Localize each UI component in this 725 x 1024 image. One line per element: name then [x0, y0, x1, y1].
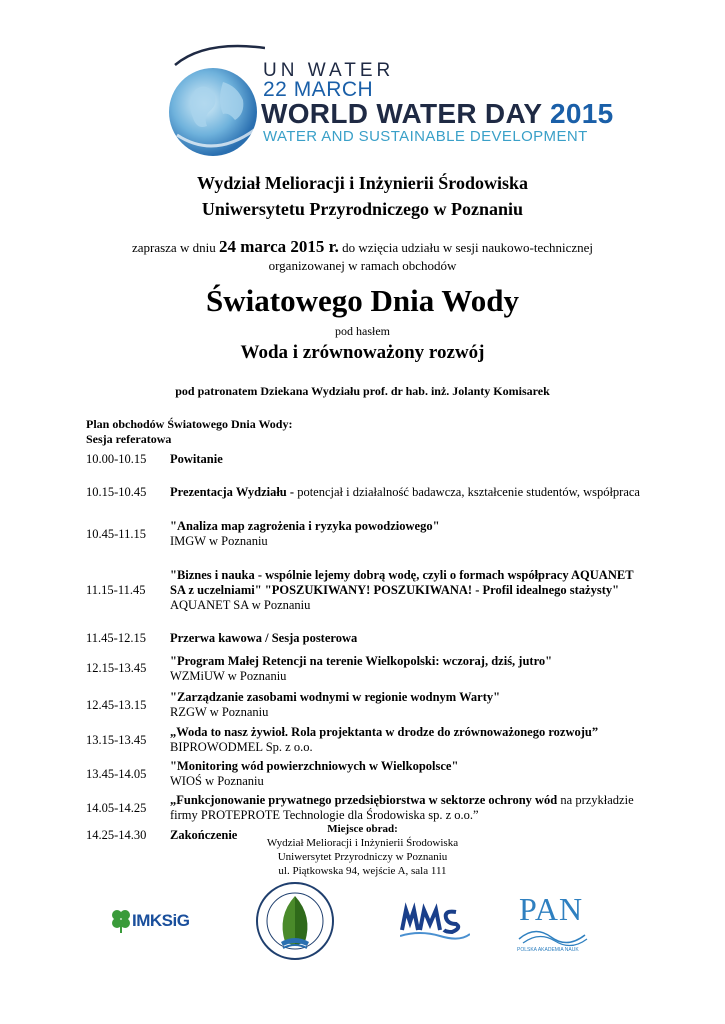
- agenda-title: "Analiza map zagrożenia i ryzyka powodziowego": [170, 519, 440, 533]
- organizer-line2: Uniwersytetu Przyrodniczego w Poznaniu: [201, 199, 524, 219]
- agenda-desc: [166, 723, 644, 757]
- agenda-detail: potencjał i działalność badawcza, kształcenie studentów, współpraca: [294, 484, 640, 499]
- kms-logo-icon: [400, 900, 470, 940]
- table-row: [84, 687, 644, 723]
- invite-suffix: do wzięcia udziału w sesji naukowo-technicznej: [342, 240, 594, 255]
- un-water-text: UN WATER: [263, 60, 395, 81]
- globe-icon: [165, 40, 265, 170]
- agenda-table: [84, 449, 644, 845]
- world-water-day-logo: [165, 40, 614, 170]
- imksig-text: IMKSiG: [132, 911, 190, 930]
- agenda-time: 11.15-11.45: [86, 582, 146, 597]
- agenda-time: 14.05-14.25: [86, 800, 147, 815]
- agenda-desc: [166, 687, 644, 723]
- organizer: [0, 170, 725, 222]
- motto: Woda i zrównoważony rozwój: [240, 342, 485, 363]
- theme-text: WATER AND SUSTAINABLE DEVELOPMENT: [263, 128, 588, 145]
- wwd-year: 2015: [549, 98, 614, 129]
- imksig-logo: [110, 905, 200, 937]
- agenda-desc: [166, 650, 644, 687]
- agenda-time: 12.15-13.45: [86, 661, 147, 675]
- agenda-desc: [166, 470, 644, 514]
- plan-subtitle: Sesja referatowa: [86, 432, 172, 446]
- organizer-line1: Wydział Melioracji i Inżynierii Środowiska: [197, 173, 528, 193]
- agenda-title: "Zarządzanie zasobami wodnymi w regionie wodnym Warty": [170, 690, 501, 704]
- table-row: [84, 723, 644, 757]
- agenda-time: 10.45-11.15: [86, 526, 146, 541]
- agenda-time: 12.45-13.15: [86, 697, 147, 712]
- page-title: Światowego Dnia Wody: [206, 283, 519, 318]
- agenda-speaker: AQUANET SA w Poznaniu: [170, 597, 311, 612]
- table-row: [84, 514, 644, 554]
- agenda-desc: [166, 791, 644, 825]
- agenda-desc: [166, 626, 644, 650]
- venue-label: Miejsce obrad:: [327, 823, 398, 835]
- date-text: 22 MARCH: [263, 78, 374, 101]
- agenda-speaker: WIOŚ w Poznaniu: [170, 774, 264, 788]
- venue-line2: Uniwersytet Przyrodniczy w Poznaniu: [277, 851, 448, 863]
- agenda-speaker: BIPROWODMEL Sp. z o.o.: [170, 740, 313, 754]
- agenda-title: „Funkcjonowanie prywatnego przedsiębiorstwa w sektorze ochrony wód: [170, 793, 558, 807]
- table-row: [84, 791, 644, 825]
- agenda-time: 13.15-13.45: [86, 732, 147, 747]
- venue: [0, 822, 725, 878]
- table-row: [84, 626, 644, 650]
- table-row: [84, 470, 644, 514]
- event-date: 24 marca 2015 r.: [218, 237, 339, 256]
- table-row: [84, 554, 644, 626]
- agenda-time: 14.25-14.30: [86, 827, 147, 842]
- agenda-title: "Monitoring wód powierzchniowych w Wielkopolsce": [170, 759, 459, 773]
- motto-label: pod hasłem: [335, 324, 390, 338]
- agenda-time: 13.45-14.05: [86, 766, 147, 781]
- agenda-desc: [166, 514, 644, 554]
- agenda-desc: [166, 757, 644, 791]
- agenda-time: 11.45-12.15: [86, 630, 146, 645]
- agenda-speaker: WZMiUW w Poznaniu: [170, 668, 287, 683]
- pan-logo: [515, 893, 590, 955]
- faculty-seal-icon: [255, 880, 335, 962]
- agenda-desc: [166, 554, 644, 626]
- venue-line1: Wydział Melioracji i Inżynierii Środowiska: [266, 837, 459, 849]
- agenda-title: Zakończenie: [170, 827, 238, 842]
- agenda-detail: na przykładzie firmy PROTEPROTE Technologie dla Środowiska sp. z o.o.”: [170, 793, 634, 822]
- clover-icon: [110, 908, 132, 934]
- agenda-title: "Program Małej Retencji na terenie Wielkopolski: wczoraj, dziś, jutro": [170, 653, 553, 668]
- table-row: [84, 449, 644, 470]
- invite-prefix: zaprasza w dniu: [131, 240, 216, 255]
- invitation-text: [0, 238, 725, 275]
- table-row: [84, 650, 644, 687]
- agenda-speaker: IMGW w Poznaniu: [170, 534, 268, 548]
- agenda-title: Prezentacja Wydziału -: [170, 484, 295, 499]
- plan-heading: [86, 417, 292, 447]
- agenda-title: Przerwa kawowa / Sesja posterowa: [170, 630, 358, 645]
- agenda-title: Powitanie: [170, 452, 223, 466]
- patronage: pod patronatem Dziekana Wydziału prof. dr hab. inż. Jolanty Komisarek: [175, 384, 550, 398]
- agenda-desc: [166, 449, 644, 470]
- agenda-title: "Biznes i nauka - wspólnie lejemy dobrą wodę, czyli o formach współpracy AQUANET SA z uczelniami" "POSZUKIWANY! POSZUKIWANA! - Profil idealnego stażysty": [170, 567, 634, 597]
- pan-text: PAN: [519, 891, 584, 927]
- wwd-main: WORLD WATER DAY: [261, 98, 542, 129]
- plan-title: Plan obchodów Światowego Dnia Wody:: [86, 417, 293, 431]
- venue-address: ul. Piątkowska 94, wejście A, sala 111: [278, 865, 447, 877]
- world-water-day-text: [261, 98, 613, 130]
- agenda-speaker: RZGW w Poznaniu: [170, 705, 269, 719]
- table-row: [84, 757, 644, 791]
- agenda-title: „Woda to nasz żywioł. Rola projektanta w drodze do zrównoważonego rozwoju”: [170, 725, 599, 739]
- pan-subtitle: POLSKA AKADEMIA NAUK: [517, 947, 579, 953]
- agenda-time: 10.00-10.15: [86, 452, 147, 466]
- wave-icon: [515, 927, 590, 947]
- agenda-time: 10.15-10.45: [86, 484, 147, 499]
- invite-line2: organizowanej w ramach obchodów: [268, 258, 457, 273]
